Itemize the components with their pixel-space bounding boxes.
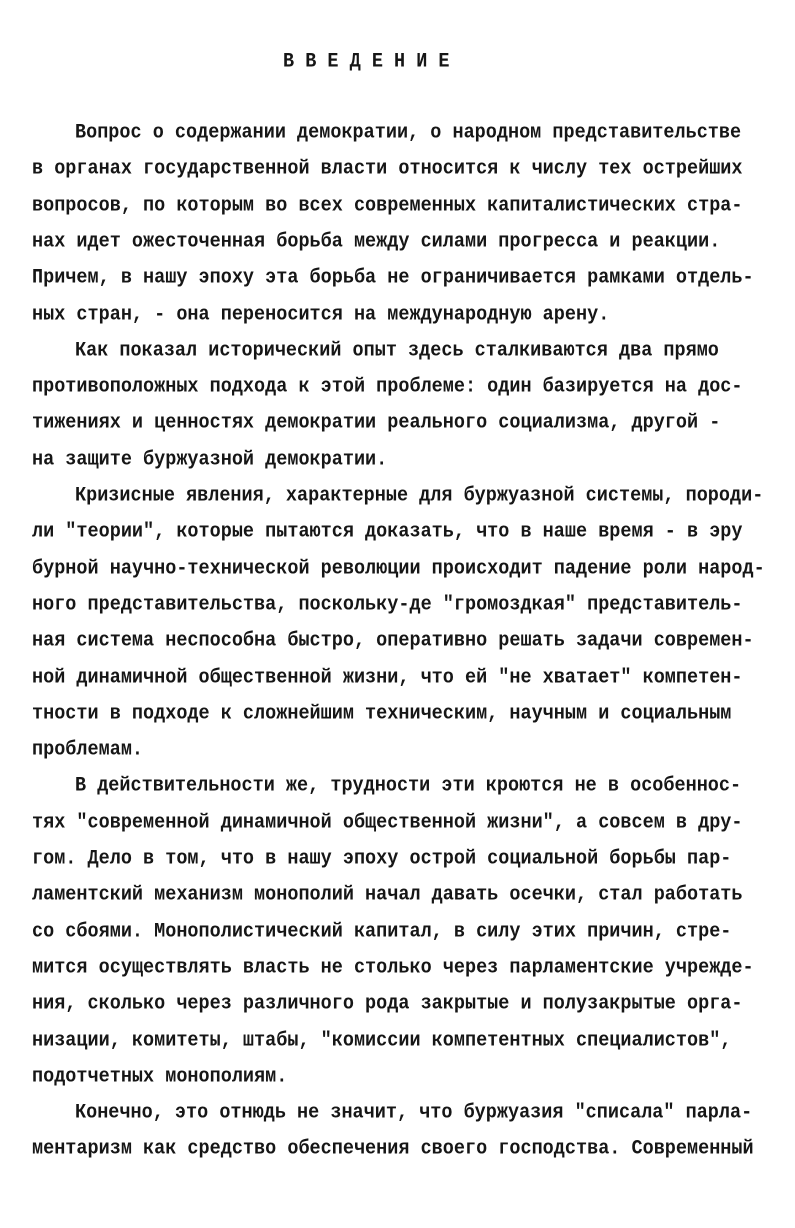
section-title: В В Е Д Е Н И Е [283,49,450,74]
text-line: Как показал исторический опыт здесь сталкиваются два прямо [75,338,719,362]
text-line: ная система неспособна быстро, оперативно решать задачи современ- [32,628,754,653]
text-line: подотчетных монополиям. [32,1064,288,1088]
text-line: ли "теории", которые пытаются доказать, что в наше время - в эру [32,519,743,544]
text-line: ламентский механизм монополий начал давать осечки, стал работать [32,882,743,907]
text-line: Причем, в нашу эпоху эта борьба не ограничивается рамками отдель- [32,265,754,290]
text-line: ния, сколько через различного рода закрытые и полузакрытые орга- [32,991,743,1016]
text-line: мится осуществлять власть не столько через парламентские учрежде- [32,955,754,980]
text-line: противоположных подхода к этой проблеме: один базируется на дос- [32,374,743,399]
text-line: в органах государственной власти относится к числу тех острейших [32,156,743,181]
text-line: гом. Дело в том, что в нашу эпоху острой социальной борьбы пар- [32,846,732,871]
text-line: Вопрос о содержании демократии, о народном представительстве [75,120,742,145]
text-line: низации, комитеты, штабы, "комиссии компетентных специалистов", [32,1028,732,1052]
text-line: тях "современной динамичной общественной жизни", а совсем в дру- [32,810,743,834]
text-line: ментаризм как средство обеспечения своего господства. Современный [32,1137,754,1161]
text-line: тности в подходе к сложнейшим техническим, научным и социальным [32,701,732,725]
text-line: со сбоями. Монополистический капитал, в силу этих причин, стре- [32,919,732,943]
text-line: проблемам. [32,737,144,762]
text-line: ных стран, - она переносится на международную арену. [32,302,610,326]
text-line: ного представительства, поскольку-де "громоздкая" представитель- [32,592,743,617]
text-line: В действительности же, трудности эти кроются не в особеннос- [75,774,742,798]
text-line: ной динамичной общественной жизни, что ей "не хватает" компетен- [32,665,743,689]
text-line: бурной научно-технической революции происходит падение роли народ- [32,556,765,580]
text-line: тижениях и ценностях демократии реального социализма, другой - [32,411,721,435]
text-line: вопросов, по которым во всех современных капиталистических стра- [32,193,743,217]
text-line: нах идет ожесточенная борьба между силами прогресса и реакции. [32,229,721,254]
text-line: Кризисные явления, характерные для буржуазной системы, породи- [75,483,764,508]
text-line: Конечно, это отнюдь не значит, что буржуазия "списала" парла- [75,1100,753,1125]
text-line: на защите буржуазной демократии. [32,447,388,471]
